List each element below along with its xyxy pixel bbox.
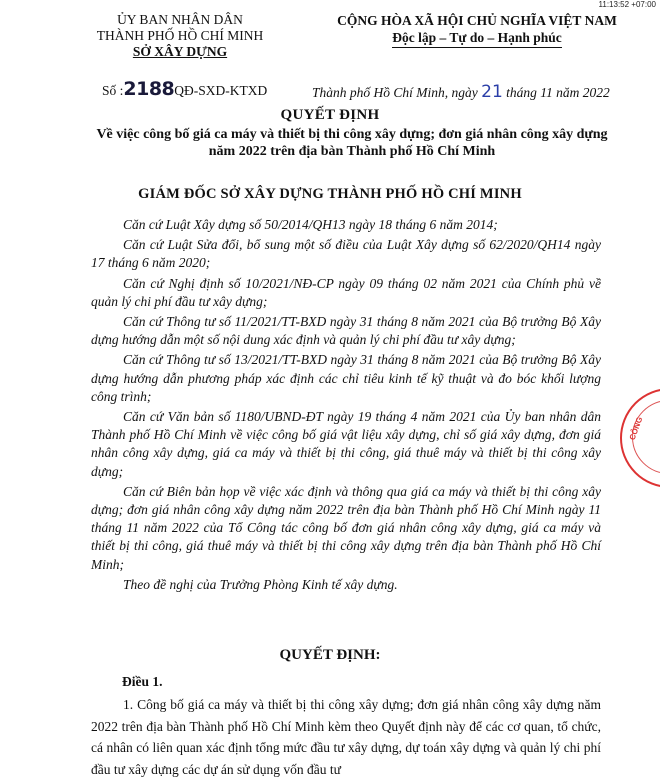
legal-bases xyxy=(91,216,601,596)
issue-date xyxy=(312,82,610,102)
article-body xyxy=(91,694,601,780)
legal-basis-paragraph: Căn cứ Luật Xây dựng số 50/2014/QH13 ngày 18 tháng 6 năm 2014; xyxy=(123,217,498,232)
motto-line: Độc lập – Tự do – Hạnh phúc xyxy=(392,29,562,48)
legal-basis-paragraph: Căn cứ Thông tư số 13/2021/TT-BXD ngày 31 tháng 8 năm 2021 của Bộ trưởng Bộ Xây dựng hướng dẫn phương pháp xác định các chỉ tiêu kinh tế kỹ thuật và đo bóc khối lượng công trình; xyxy=(91,352,601,404)
issuer-title: GIÁM ĐỐC SỞ XÂY DỰNG THÀNH PHỐ HỒ CHÍ MINH xyxy=(138,186,522,202)
document-header xyxy=(0,12,660,102)
document-number xyxy=(102,78,267,100)
legal-basis-paragraph: Căn cứ Thông tư số 11/2021/TT-BXD ngày 31 tháng 8 năm 2021 của Bộ trưởng Bộ Xây dựng hướng dẫn một số nội dung xác định và quản lý chi phí đầu tư xây dựng; xyxy=(91,314,601,348)
article-title: Điều 1. xyxy=(122,674,163,689)
agency-line-1: ỦY BAN NHÂN DÂN xyxy=(117,12,243,27)
national-motto xyxy=(312,12,642,48)
signature-timestamp: 11:13:52 +07:00 xyxy=(598,0,656,9)
legal-basis-paragraph: Căn cứ Văn bản số 1180/UBND-ĐT ngày 19 tháng 4 năm 2021 của Ủy ban nhân dân Thành phố Hồ Chí Minh về việc công bố giá vật liệu xây dựng, chỉ số giá xây dựng, đơn giá nhân công xây dựng, giá ca máy và thiết bị thi công, giá thuê máy và thiết bị thi công xây dựng; xyxy=(91,409,601,479)
doc-number-suffix: QĐ-SXD-KTXD xyxy=(174,83,268,98)
legal-basis-paragraph: Căn cứ Biên bản họp về việc xác định và thông qua giá ca máy và thiết bị thi công xây dựng; đơn giá nhân công xây dựng năm 2022 trên địa bàn Thành phố Hồ Chí Minh ngày 11 tháng 11 năm 2022 của Tổ Công tác công bố đơn giá nhân công xây dựng, giá ca máy và thiết bị thi công, giá thuê máy và thiết bị thi công xây dựng trên địa bàn Thành phố Hồ Chí Minh; xyxy=(91,483,601,572)
decision-heading: QUYẾT ĐỊNH: xyxy=(279,647,381,663)
legal-basis-paragraph: Căn cứ Luật Sửa đổi, bổ sung một số điều của Luật Xây dựng số 62/2020/QH14 ngày 17 tháng 6 năm 2020; xyxy=(91,237,601,271)
country-name: CỘNG HÒA XÃ HỘI CHỦ NGHĨA VIỆT NAM xyxy=(337,13,617,28)
date-suffix: tháng 11 năm 2022 xyxy=(506,85,610,100)
doc-number-prefix: Số : xyxy=(102,83,124,98)
seal-text: CÔNG xyxy=(627,415,645,442)
red-seal-stamp xyxy=(620,388,660,488)
legal-basis-paragraph: Căn cứ Nghị định số 10/2021/NĐ-CP ngày 09 tháng 02 năm 2021 của Chính phủ về quản lý chi phí đầu tư xây dựng; xyxy=(91,275,601,309)
document-title: QUYẾT ĐỊNH xyxy=(280,107,380,123)
date-prefix: Thành phố Hồ Chí Minh, ngày xyxy=(312,85,478,100)
article-paragraph: 1. Công bố giá ca máy và thiết bị thi công xây dựng; đơn giá nhân công xây dựng năm 2022 trên địa bàn Thành phố Hồ Chí Minh kèm theo Quyết định này để các cơ quan, tổ chức, cá nhân có liên quan xác định tổng mức đầu tư xây dựng, dự toán xây dựng và quản lý chi phí đầu tư xây dựng các dự án sử dụng vốn đầu tư xyxy=(91,697,601,777)
legal-basis-paragraph: Theo đề nghị của Trưởng Phòng Kinh tế xây dựng. xyxy=(123,576,398,592)
issuing-agency xyxy=(80,12,280,60)
agency-line-2: THÀNH PHỐ HỒ CHÍ MINH xyxy=(96,28,264,43)
doc-number-value: 2188 xyxy=(123,78,175,100)
agency-line-3: SỞ XÂY DỰNG xyxy=(132,44,228,59)
date-day: 21 xyxy=(481,82,503,102)
document-subtitle: Về việc công bố giá ca máy và thiết bị thi công xây dựng; đơn giá nhân công xây dựng năm 2022 trên địa bàn Thành phố Hồ Chí Minh xyxy=(96,127,608,159)
